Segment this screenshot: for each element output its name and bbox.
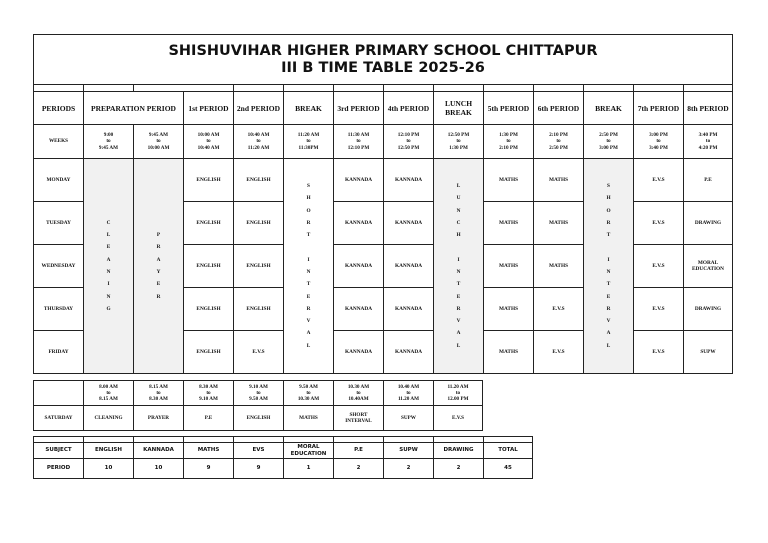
period-count: 10 (134, 459, 184, 479)
timetable-subtitle: III B TIME TABLE 2025-26 (281, 59, 485, 76)
time-cell: 11:20 AM to 11:30PM (284, 125, 334, 159)
short-interval-cell (584, 159, 634, 374)
subject-cell: E.V.S (534, 288, 584, 331)
subject-cell: E.V.S (234, 331, 284, 374)
subject-cell: MORAL EDUCATION (684, 245, 733, 288)
subject-cell: MATHS (484, 202, 534, 245)
day-label: MONDAY (34, 159, 84, 202)
period-total: 45 (484, 459, 533, 479)
saturday-time: 8.00 AM to 8.15 AM (84, 381, 134, 406)
subject-cell: E.V.S (634, 331, 684, 374)
subject-cell: KANNADA (384, 159, 434, 202)
saturday-time: 9.50 AM to 10.30 AM (284, 381, 334, 406)
period-count: 1 (284, 459, 334, 479)
cleaning-vertical-text: C L E A N I N G (106, 219, 111, 312)
subject-cell: KANNADA (334, 202, 384, 245)
summary-total-label: TOTAL (484, 443, 533, 459)
time-cell: 2:50 PM to 3:00 PM (584, 125, 634, 159)
time-cell: 2:10 PM to 2:50 PM (534, 125, 584, 159)
time-cell: 3:40 PM to 4:20 PM (684, 125, 733, 159)
saturday-table (33, 380, 483, 431)
period-count: 10 (84, 459, 134, 479)
prayer-vertical-text: P R A Y E R (156, 232, 161, 300)
subject-cell: E.V.S (634, 288, 684, 331)
time-cell: 11:30 AM to 12:10 PM (334, 125, 384, 159)
day-label: WEDNESDAY (34, 245, 84, 288)
period-count: 2 (384, 459, 434, 479)
subject-cell: ENGLISH (184, 288, 234, 331)
subject-cell: KANNADA (384, 288, 434, 331)
time-cell: 1:30 PM to 2:10 PM (484, 125, 534, 159)
saturday-time: 8.15 AM to 8.30 AM (134, 381, 184, 406)
time-cell: 12:50 PM to 1:30 PM (434, 125, 484, 159)
summary-subject: ENGLISH (84, 443, 134, 459)
header-p8: 8th PERIOD (684, 92, 733, 125)
header-periods: PERIODS (34, 92, 84, 125)
saturday-subject: SHORT INTERVAL (334, 406, 384, 431)
time-cell: 10:40 AM to 11:20 AM (234, 125, 284, 159)
cleaning-cell (84, 159, 134, 374)
day-label: TUESDAY (34, 202, 84, 245)
header-p7: 7th PERIOD (634, 92, 684, 125)
saturday-subject: MATHS (284, 406, 334, 431)
header-p5: 5th PERIOD (484, 92, 534, 125)
period-label: PERIOD (34, 459, 84, 479)
subject-cell: E.V.S (634, 245, 684, 288)
summary-subject: KANNADA (134, 443, 184, 459)
prayer-cell (134, 159, 184, 374)
subject-cell: ENGLISH (234, 159, 284, 202)
subject-cell: ENGLISH (234, 245, 284, 288)
subject-cell: MATHS (484, 331, 534, 374)
time-cell: 9:45 AM to 10:00 AM (134, 125, 184, 159)
saturday-time: 11.20 AM to 12.00 PM (434, 381, 483, 406)
header-p2: 2nd PERIOD (234, 92, 284, 125)
subject-cell: MATHS (534, 245, 584, 288)
school-title: SHISHUVIHAR HIGHER PRIMARY SCHOOL CHITTAPUR (168, 42, 598, 59)
subject-cell: KANNADA (384, 202, 434, 245)
lunch-interval-cell (434, 159, 484, 374)
title-cell (34, 35, 733, 85)
summary-subject: MATHS (184, 443, 234, 459)
subject-cell: ENGLISH (234, 288, 284, 331)
subject-cell: KANNADA (334, 159, 384, 202)
header-p4: 4th PERIOD (384, 92, 434, 125)
subject-cell: DRAWING (684, 288, 733, 331)
header-p3: 3rd PERIOD (334, 92, 384, 125)
time-cell: 10:00 AM to 10:40 AM (184, 125, 234, 159)
subject-cell: ENGLISH (234, 202, 284, 245)
header-preparation: PREPARATION PERIOD (84, 92, 184, 125)
saturday-subject: P.E (184, 406, 234, 431)
summary-subject: SUPW (384, 443, 434, 459)
subject-cell: ENGLISH (184, 331, 234, 374)
day-label: THURSDAY (34, 288, 84, 331)
saturday-subject: PRAYER (134, 406, 184, 431)
period-count: 2 (434, 459, 484, 479)
period-count: 9 (234, 459, 284, 479)
subject-cell: KANNADA (334, 288, 384, 331)
subject-cell: ENGLISH (184, 245, 234, 288)
subject-cell: P.E (684, 159, 733, 202)
subject-cell: MATHS (484, 245, 534, 288)
saturday-time: 10.40 AM to 11.20 AM (384, 381, 434, 406)
subject-cell: E.V.S (634, 159, 684, 202)
summary-subject: EVS (234, 443, 284, 459)
subject-cell: MATHS (484, 159, 534, 202)
summary-table (33, 436, 533, 479)
subject-cell: KANNADA (384, 331, 434, 374)
saturday-subject: E.V.S (434, 406, 483, 431)
subject-cell: ENGLISH (184, 159, 234, 202)
header-lunch: LUNCH BREAK (434, 92, 484, 125)
subject-cell: DRAWING (684, 202, 733, 245)
header-p1: 1st PERIOD (184, 92, 234, 125)
header-break: BREAK (584, 92, 634, 125)
time-cell: 12:10 PM to 12:50 PM (384, 125, 434, 159)
time-cell: 3:00 PM to 3:40 PM (634, 125, 684, 159)
subject-cell: MATHS (484, 288, 534, 331)
weeks-label: WEEKS (34, 125, 84, 159)
saturday-subject: ENGLISH (234, 406, 284, 431)
subject-label: SUBJECT (34, 443, 84, 459)
short-interval-vertical-text: S H O R T I N T E R V A L (606, 182, 611, 349)
subject-cell: E.V.S (634, 202, 684, 245)
time-cell: 9:00 to 9:45 AM (84, 125, 134, 159)
saturday-time: 9.10 AM to 9.50 AM (234, 381, 284, 406)
timetable (33, 34, 733, 374)
subject-cell: KANNADA (334, 245, 384, 288)
subject-cell: E.V.S (534, 331, 584, 374)
period-count: 2 (334, 459, 384, 479)
saturday-subject: SUPW (384, 406, 434, 431)
summary-subject: DRAWING (434, 443, 484, 459)
saturday-subject: CLEANING (84, 406, 134, 431)
day-label: FRIDAY (34, 331, 84, 374)
subject-cell: KANNADA (334, 331, 384, 374)
subject-cell: ENGLISH (184, 202, 234, 245)
header-break: BREAK (284, 92, 334, 125)
summary-subject: P.E (334, 443, 384, 459)
short-interval-cell (284, 159, 334, 374)
saturday-time: 10.30 AM to 10.40AM (334, 381, 384, 406)
subject-cell: MATHS (534, 202, 584, 245)
subject-cell: SUPW (684, 331, 733, 374)
saturday-label: SATURDAY (34, 406, 84, 431)
subject-cell: KANNADA (384, 245, 434, 288)
summary-subject: MORAL EDUCATION (284, 443, 334, 459)
header-p6: 6th PERIOD (534, 92, 584, 125)
period-count: 9 (184, 459, 234, 479)
short-interval-vertical-text: S H O R T I N T E R V A L (306, 182, 311, 349)
saturday-time: 8.30 AM to 9.10 AM (184, 381, 234, 406)
subject-cell: MATHS (534, 159, 584, 202)
lunch-interval-vertical-text: L U N C H I N T E R V A L (456, 182, 461, 349)
